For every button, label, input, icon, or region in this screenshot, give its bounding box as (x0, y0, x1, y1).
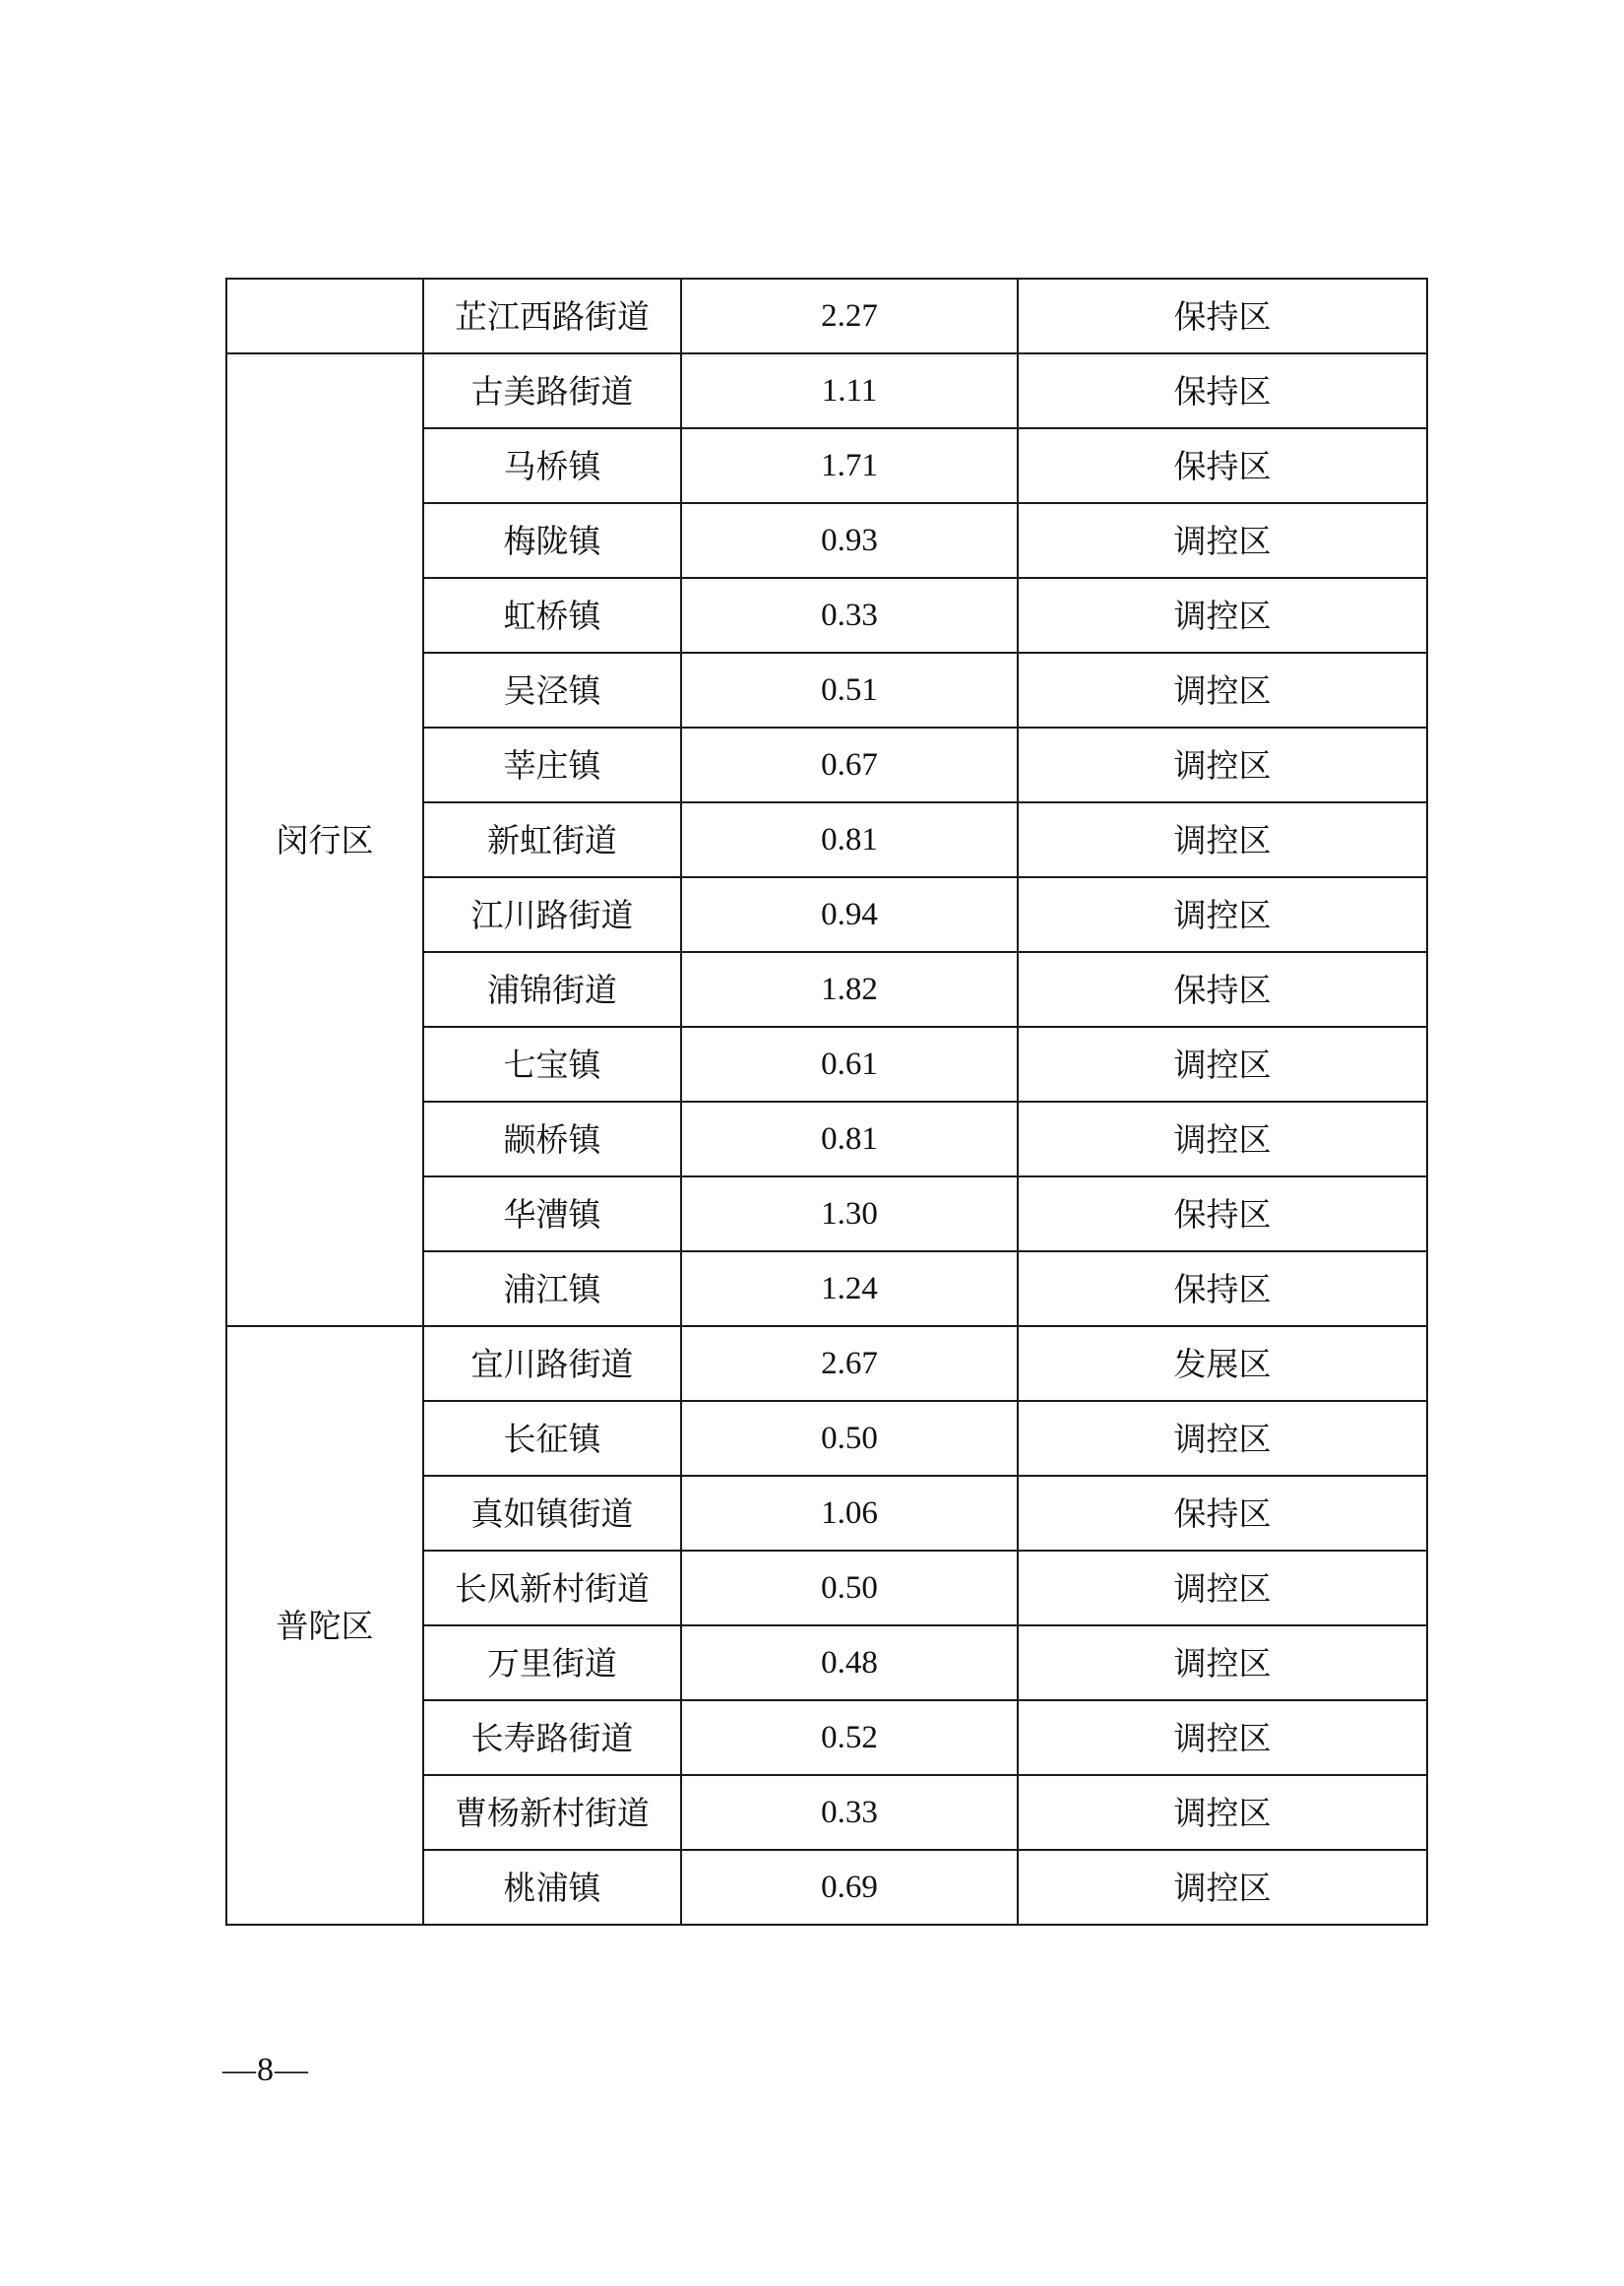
index-value-cell: 0.81 (681, 1102, 1018, 1176)
zone-type-cell: 调控区 (1018, 1551, 1427, 1625)
table-row (226, 353, 1427, 428)
index-value-cell: 2.27 (681, 279, 1018, 353)
zone-type-cell: 调控区 (1018, 503, 1427, 578)
district-cell: 闵行区 (226, 353, 423, 1326)
zone-type-cell: 保持区 (1018, 428, 1427, 503)
index-value-cell: 1.24 (681, 1251, 1018, 1326)
index-value-cell: 0.93 (681, 503, 1018, 578)
index-value-cell: 0.61 (681, 1027, 1018, 1102)
street-name-cell: 华漕镇 (423, 1176, 681, 1251)
street-name-cell: 长风新村街道 (423, 1551, 681, 1625)
street-name-cell: 马桥镇 (423, 428, 681, 503)
street-name-cell: 吴泾镇 (423, 653, 681, 728)
index-value-cell: 0.50 (681, 1401, 1018, 1476)
street-name-cell: 桃浦镇 (423, 1850, 681, 1925)
index-value-cell: 0.69 (681, 1850, 1018, 1925)
index-value-cell: 0.81 (681, 802, 1018, 877)
index-value-cell: 1.82 (681, 952, 1018, 1027)
district-index-table (225, 278, 1428, 1926)
zone-type-cell: 调控区 (1018, 802, 1427, 877)
street-name-cell: 虹桥镇 (423, 578, 681, 653)
index-value-cell: 0.94 (681, 877, 1018, 952)
zone-type-cell: 调控区 (1018, 1027, 1427, 1102)
zone-type-cell: 调控区 (1018, 1625, 1427, 1700)
street-name-cell: 长寿路街道 (423, 1700, 681, 1775)
index-value-cell: 1.30 (681, 1176, 1018, 1251)
street-name-cell: 曹杨新村街道 (423, 1775, 681, 1850)
zone-type-cell: 保持区 (1018, 353, 1427, 428)
zone-type-cell: 调控区 (1018, 1775, 1427, 1850)
index-value-cell: 1.71 (681, 428, 1018, 503)
zone-type-cell: 保持区 (1018, 1251, 1427, 1326)
index-value-cell: 0.33 (681, 578, 1018, 653)
index-value-cell: 0.48 (681, 1625, 1018, 1700)
table-row (226, 279, 1427, 353)
district-cell: 普陀区 (226, 1326, 423, 1925)
street-name-cell: 真如镇街道 (423, 1476, 681, 1551)
street-name-cell: 七宝镇 (423, 1027, 681, 1102)
index-value-cell: 0.33 (681, 1775, 1018, 1850)
zone-type-cell: 调控区 (1018, 1850, 1427, 1925)
street-name-cell: 莘庄镇 (423, 728, 681, 802)
table-row (226, 1326, 1427, 1401)
index-value-cell: 0.67 (681, 728, 1018, 802)
index-value-cell: 1.06 (681, 1476, 1018, 1551)
zone-type-cell: 调控区 (1018, 1401, 1427, 1476)
street-name-cell: 浦锦街道 (423, 952, 681, 1027)
street-name-cell: 梅陇镇 (423, 503, 681, 578)
zone-type-cell: 发展区 (1018, 1326, 1427, 1401)
zone-type-cell: 调控区 (1018, 1700, 1427, 1775)
zone-type-cell: 调控区 (1018, 1102, 1427, 1176)
index-value-cell: 0.51 (681, 653, 1018, 728)
zone-type-cell: 保持区 (1018, 952, 1427, 1027)
index-value-cell: 1.11 (681, 353, 1018, 428)
zone-type-cell: 调控区 (1018, 653, 1427, 728)
index-value-cell: 2.67 (681, 1326, 1018, 1401)
street-name-cell: 新虹街道 (423, 802, 681, 877)
street-name-cell: 古美路街道 (423, 353, 681, 428)
index-value-cell: 0.52 (681, 1700, 1018, 1775)
zone-type-cell: 调控区 (1018, 578, 1427, 653)
zone-type-cell: 保持区 (1018, 279, 1427, 353)
district-cell (226, 279, 423, 353)
zone-type-cell: 保持区 (1018, 1176, 1427, 1251)
zone-type-cell: 调控区 (1018, 728, 1427, 802)
table-body (226, 279, 1427, 1925)
street-name-cell: 颛桥镇 (423, 1102, 681, 1176)
street-name-cell: 江川路街道 (423, 877, 681, 952)
zone-type-cell: 调控区 (1018, 877, 1427, 952)
street-name-cell: 宜川路街道 (423, 1326, 681, 1401)
page-number: —8— (222, 2052, 309, 2088)
street-name-cell: 芷江西路街道 (423, 279, 681, 353)
street-name-cell: 长征镇 (423, 1401, 681, 1476)
zone-type-cell: 保持区 (1018, 1476, 1427, 1551)
index-value-cell: 0.50 (681, 1551, 1018, 1625)
street-name-cell: 浦江镇 (423, 1251, 681, 1326)
street-name-cell: 万里街道 (423, 1625, 681, 1700)
